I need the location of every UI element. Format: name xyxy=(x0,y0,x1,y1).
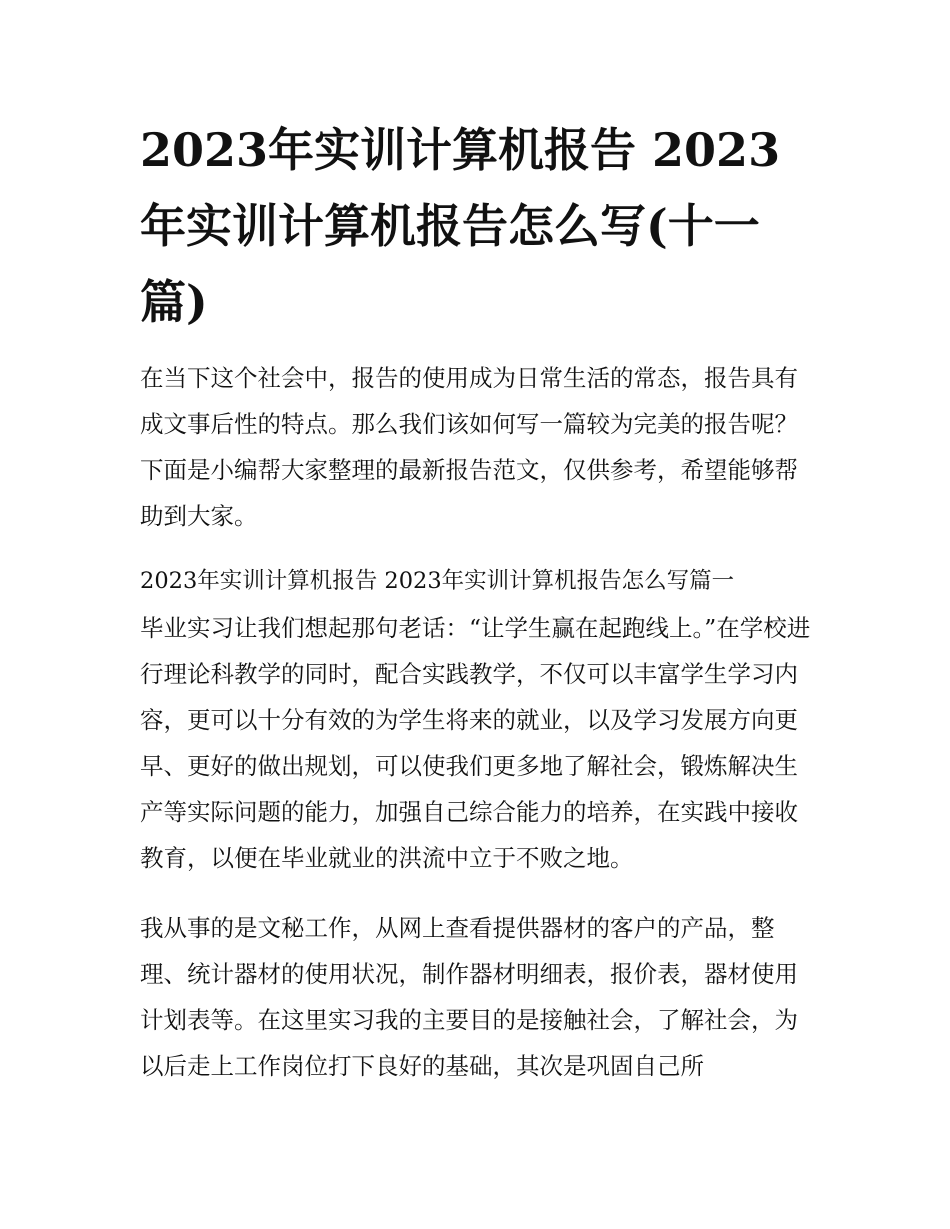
intro-paragraph: 在当下这个社会中，报告的使用成为日常生活的常态，报告具有成文事后性的特点。那么我们该如何写一篇较为完美的报告呢？下面是小编帮大家整理的最新报告范文，仅供参考，希望能够帮助到大家。 xyxy=(140,364,798,530)
body-paragraph: 毕业实习让我们想起那句老话：“让学生赢在起跑线上。”在学校进行理论科教学的同时，配合实践教学，不仅可以丰富学生学习内容，更可以十分有效的为学生将来的就业，以及学习发展方向更早、更好的做出规划，可以使我们更多地了解社会，锻炼解决生产等实际问题的能力，加强自己综合能力的培养，在实践中接收教育，以便在毕业就业的洪流中立于不败之地。 xyxy=(140,614,811,872)
section-heading: 2023年实训计算机报告 2023年实训计算机报告怎么写篇一 xyxy=(140,568,735,594)
page-title: 2023年实训计算机报告 2023年实训计算机报告怎么写(十一篇) xyxy=(140,123,781,329)
body-paragraph: 我从事的是文秘工作，从网上查看提供器材的客户的产品，整理、统计器材的使用状况，制作器材明细表，报价表，器材使用计划表等。在这里实习我的主要目的是接触社会，了解社会，为以后走上工作岗位打下良好的基础，其次是巩固自己所 xyxy=(140,914,798,1080)
